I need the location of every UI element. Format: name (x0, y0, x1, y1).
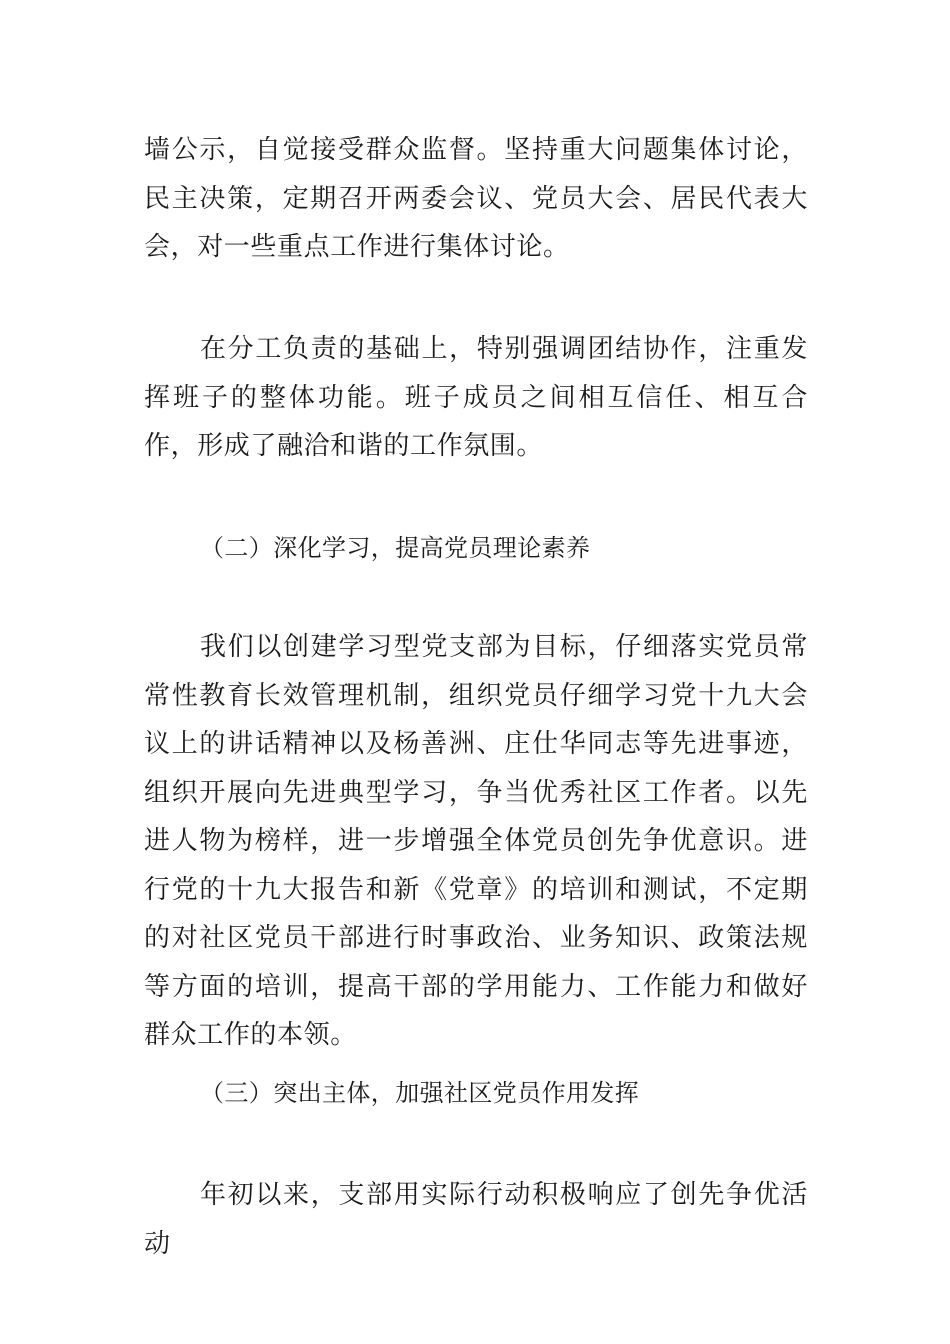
paragraph-continuation: 墙公示，自觉接受群众监督。坚持重大问题集体讨论，民主决策，定期召开两委会议、党员大会、居民代表大会，对一些重点工作进行集体讨论。 (144, 135, 808, 262)
paragraph-study: 我们以创建学习型党支部为目标，仔细落实党员常常性教育长效管理机制，组织党员仔细学习党十九大会议上的讲话精神以及杨善洲、庄仕华同志等先进事迹，组织开展向先进典型学习，争当优秀社区工作者。以先进人物为榜样，进一步增强全体党员创先争优意识。进行党的十九大报告和新《党章》的培训和测试，不定期的对社区党员干部进行时事政治、业务知识、政策法规等方面的培训，提高干部的学用能力、工作能力和做好群众工作的本领。 (144, 632, 808, 1050)
paragraph-activities: 年初以来，支部用实际行动积极响应了创先争优活动 (144, 1180, 808, 1259)
paragraph-team-cooperation: 在分工负责的基础上，特别强调团结协作，注重发挥班子的整体功能。班子成员之间相互信任、相互合作，形成了融洽和谐的工作氛围。 (144, 334, 808, 461)
section-heading-3: （三）突出主体，加强社区党员作用发挥 (200, 1079, 640, 1107)
section-heading-2: （二）深化学习，提高党员理论素养 (200, 534, 591, 562)
